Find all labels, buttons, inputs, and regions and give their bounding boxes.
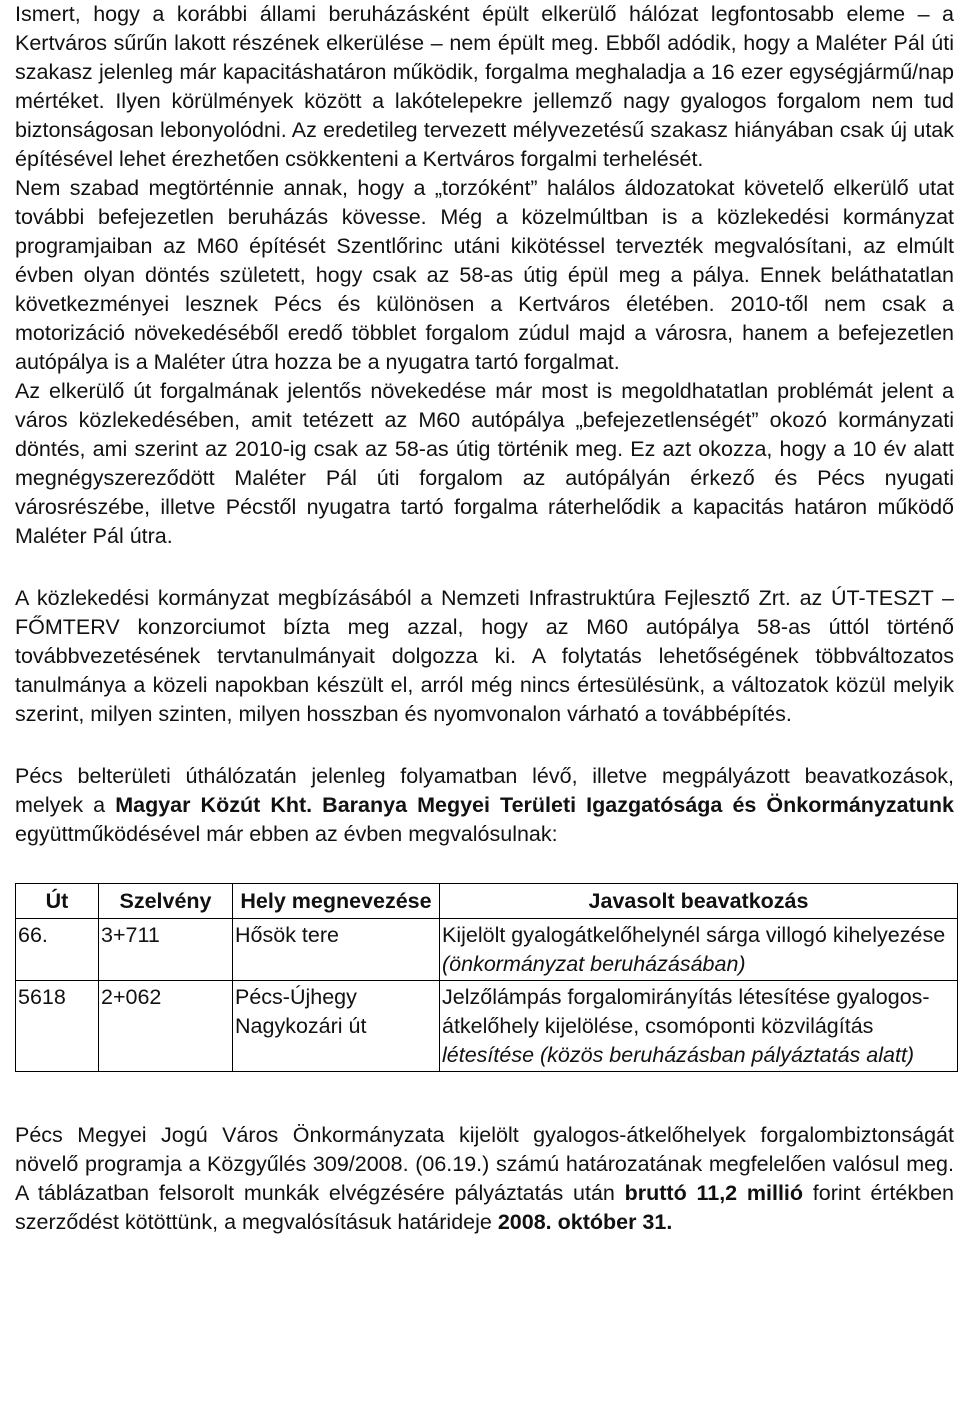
paragraph-spacer (15, 1072, 954, 1121)
crossing-program-middle: forint értékben szerződést kötöttünk, a megvalósításuk határideje (15, 1181, 954, 1234)
paragraph-interventions-intro (15, 762, 954, 849)
interventions-table (15, 883, 958, 1072)
table-header-row (16, 884, 958, 919)
header-javasolt: Javasolt beavatkozás (440, 884, 958, 919)
paragraph-traffic-increase: Az elkerülő út forgalmának jelentős növekedése már most is megoldhatatlan problémát jelent a város közlekedésében, amit tetézett az M60 autópálya „befejezetlenségét” okozó kormányzati döntés, ami szerint az 2010-ig csak az 58-as útig történik meg. Ez azt okozza, hogy a 10 év alatt megnégyszereződött Maléter Pál úti forgalom az autópályán érkező és Pécs nyugati városrészébe, illetve Pécstől nyugatra tartó forgalma ráterhelődik a kapacitás határon működő Maléter Pál útra. (15, 379, 954, 548)
table-row (16, 981, 958, 1072)
cell-javasolt-italic: létesítése (közös beruházásban pályáztatás alatt) (442, 1043, 915, 1067)
interventions-intro-text: Pécs belterületi úthálózatán jelenleg folyamatban lévő, illetve megpályázott beavatkozások, melyek a (15, 764, 954, 817)
cell-javasolt-text: Kijelölt gyalogátkelőhelynél sárga villogó kihelyezése (442, 923, 946, 947)
cell-javasolt (440, 981, 958, 1072)
interventions-intro-end: együttműködésével már ebben az évben megvalósulnak: (15, 822, 558, 846)
cell-ut: 5618 (16, 981, 99, 1072)
deadline-bold: 2008. október 31. (497, 1210, 673, 1234)
cell-javasolt (440, 919, 958, 981)
paragraph-spacer (15, 551, 954, 584)
cell-ut: 66. (16, 919, 99, 981)
cell-javasolt-text: Jelzőlámpás forgalomirányítás létesítése gyalogos-átkelőhely kijelölése, csomóponti közvilágítás (442, 985, 930, 1038)
crossing-program-text: Pécs Megyei Jogú Város Önkormányzata kijelölt gyalogos-átkelőhelyek forgalombiztonságát növelő programja a Közgyűlés 309/2008. (06.19.) számú határozatának megfelelően valósul meg. A táblázatban felsorolt munkák elvégzésére pályáztatás után (15, 1123, 954, 1205)
cell-szelveny: 3+711 (99, 919, 233, 981)
cell-javasolt-italic: (önkormányzat beruházásában) (442, 952, 746, 976)
cell-hely: Pécs-Újhegy Nagykozári út (233, 981, 440, 1072)
paragraph-bypass-status: Ismert, hogy a korábbi állami beruházásként épült elkerülő hálózat legfontosabb eleme – a Kertváros sűrűn lakott részének elkerülése – nem épült meg. Ebből adódik, hogy a Maléter Pál úti szakasz jelenleg már kapacitáshatáron működik, forgalma meghaladja a 16 ezer egységjármű/nap mértéket. Ilyen körülmények között a lakótelepekre jellemző nagy gyalogos forgalom nem tud biztonságosan lebonyolódni. Az eredetileg tervezett mélyvezetésű szakasz hiányában csak új utak építésével lehet érezhetően csökkenteni a Kertváros forgalmi terhelését. (15, 2, 954, 171)
cell-hely: Hősök tere (233, 919, 440, 981)
contract-amount-bold: bruttó 11,2 millió (624, 1181, 804, 1205)
cell-szelveny: 2+062 (99, 981, 233, 1072)
paragraph-spacer (15, 729, 954, 762)
header-szelveny: Szelvény (99, 884, 233, 919)
header-ut: Út (16, 884, 99, 919)
interventions-partners-bold: Magyar Közút Kht. Baranya Megyei Területi Igazgatósága és Önkormányzatunk (115, 793, 954, 817)
paragraph-m60-unfinished: Nem szabad megtörténnie annak, hogy a „torzóként” halálos áldozatokat követelő elkerülő utat további befejezetlen beruházás kövesse. Még a közelmúltban is a közlekedési kormányzat programjaiban az M60 építését Szentlőrinc utáni kikötéssel tervezték megvalósítani, az elmúlt évben olyan döntés született, hogy csak az 58-as útig épül meg a pálya. Ennek beláthatatlan következményei lesznek Pécs és különösen a Kertváros életében. 2010-től nem csak a motorizáció növekedéséből eredő többlet forgalom zúdul majd a városra, hanem a befejezetlen autópálya is a Maléter útra hozza be a nyugatra tartó forgalmat. (15, 176, 954, 374)
header-hely: Hely megnevezése (233, 884, 440, 919)
paragraph-nif-study: A közlekedési kormányzat megbízásából a Nemzeti Infrastruktúra Fejlesztő Zrt. az ÚT-TESZT – FŐMTERV konzorciumot bízta meg azzal, hogy az M60 autópálya 58-as úttól történő továbbvezetésének tervtanulmányait dolgozza ki. A folytatás lehetőségének többváltozatos tanulmánya a közeli napokban készült el, arról még nincs értesülésünk, a változatok közül melyik szerint, milyen szinten, milyen hosszban és nyomvonalon várható a továbbépítés. (15, 586, 954, 726)
table-row (16, 919, 958, 981)
paragraph-crossing-program (15, 1121, 954, 1237)
